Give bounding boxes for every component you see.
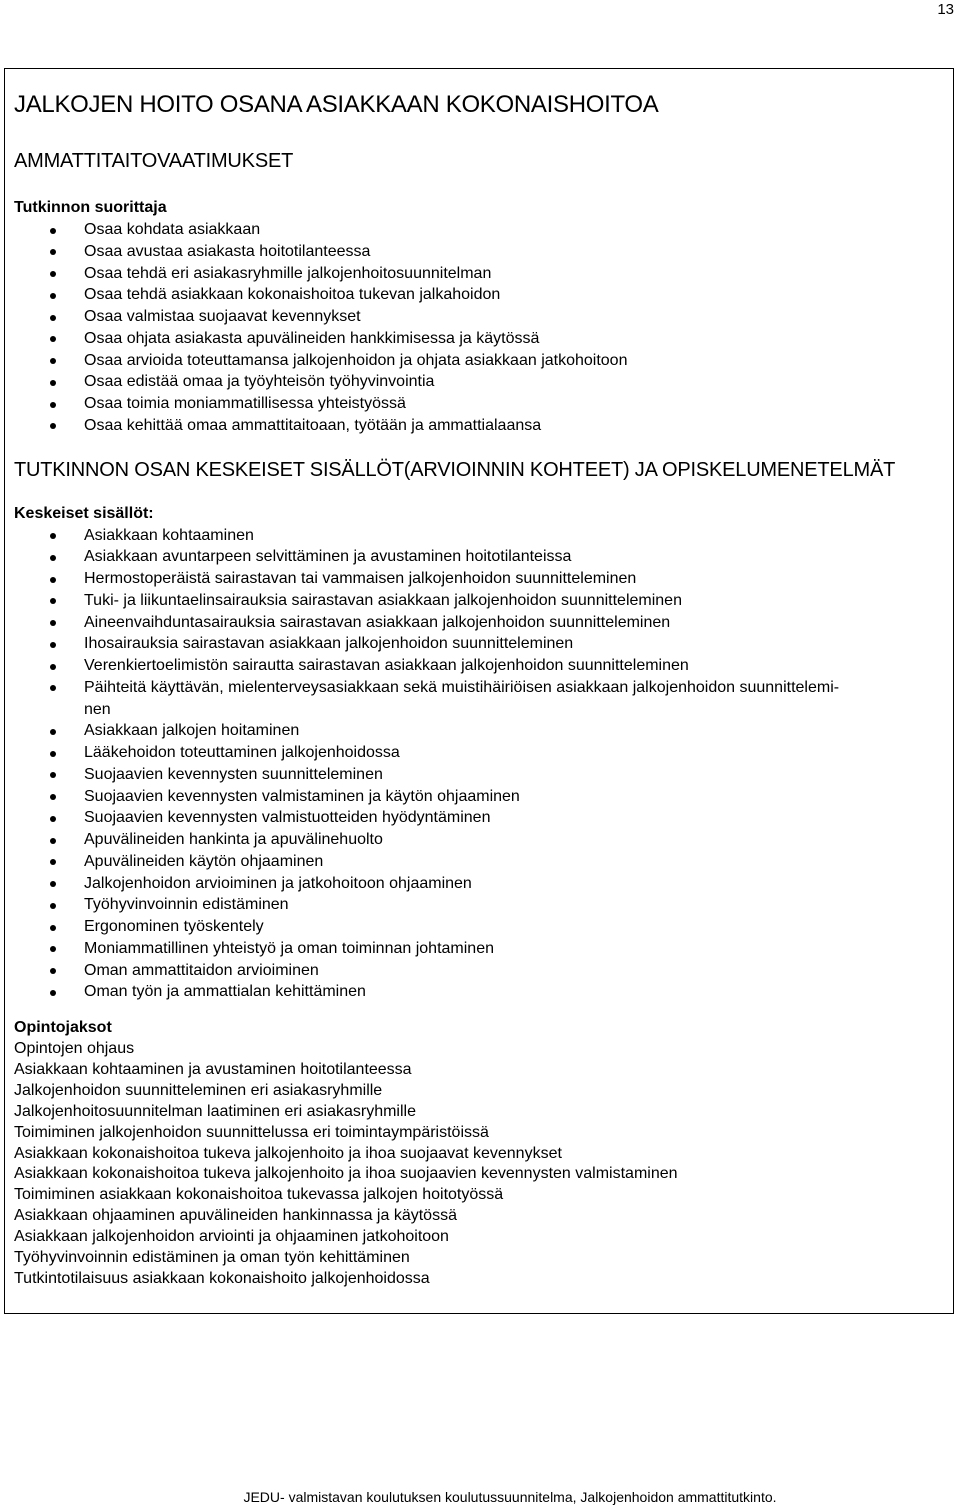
list-item-text: Päihteitä käyttävän, mielenterveysasiakkaan sekä muistihäiriöisen asiakkaan jalkojenhoidon suunnittelemi- (84, 678, 840, 696)
document-body (14, 90, 944, 1290)
bullet-icon (50, 990, 56, 996)
list-item (14, 590, 944, 612)
bullet-icon (50, 772, 56, 778)
course-item: Opintojen ohjaus (14, 1040, 135, 1057)
list-item (14, 393, 944, 415)
bullet-icon (50, 729, 56, 735)
requirements-list (14, 219, 944, 437)
list-item-text: Osaa arvioida toteuttamansa jalkojenhoidon ja ohjata asiakkaan jatkohoitoon (84, 351, 628, 369)
list-item (14, 894, 944, 916)
list-item (14, 633, 944, 655)
list-item (14, 786, 944, 808)
list-item-text: Jalkojenhoidon arvioiminen ja jatkohoitoon ohjaaminen (84, 874, 472, 892)
section-heading: TUTKINNON OSAN KESKEISET SISÄLLÖT(ARVIOINNIN KOHTEET) JA OPISKELUMENETELMÄT (14, 458, 896, 481)
list-item-text: Ergonominen työskentely (84, 918, 264, 935)
list-item (14, 938, 944, 960)
course-item: Jalkojenhoitosuunnitelman laatiminen eri asiakasryhmille (14, 1102, 416, 1120)
list-item-text: Osaa edistää omaa ja työyhteisön työhyvinvointia (84, 373, 435, 391)
course-item: Asiakkaan kokonaishoitoa tukeva jalkojenhoito ja ihoa suojaavat kevennykset (14, 1144, 562, 1162)
list-item-text: Asiakkaan avuntarpeen selvittäminen ja avustaminen hoitotilanteissa (84, 548, 572, 566)
list-item-text: Oman työn ja ammattialan kehittäminen (84, 983, 366, 1001)
bullet-icon (50, 336, 56, 342)
list-item-text: Asiakkaan jalkojen hoitaminen (84, 722, 300, 740)
list-item (14, 568, 944, 590)
list-item (14, 328, 944, 350)
requirements-label: Tutkinnon suorittaja (14, 199, 167, 216)
list-item-text: Apuvälineiden hankinta ja apuvälinehuolto (84, 831, 383, 848)
list-item (14, 350, 944, 372)
bullet-icon (50, 859, 56, 865)
course-item: Jalkojenhoidon suunnitteleminen eri asiakasryhmille (14, 1081, 383, 1099)
list-item (14, 916, 944, 938)
list-item-text: Moniammatillinen yhteistyö ja oman toiminnan johtaminen (84, 939, 494, 957)
list-item-text: Lääkehoidon toteuttaminen jalkojenhoidossa (84, 744, 400, 761)
course-item: Työhyvinvoinnin edistäminen ja oman työn kehittäminen (14, 1249, 410, 1267)
list-item (14, 655, 944, 677)
page-number: 13 (937, 1, 954, 18)
list-item-text: Tuki- ja liikuntaelinsairauksia sairastavan asiakkaan jalkojenhoidon suunnitteleminen (84, 591, 682, 609)
list-item-text: Työhyvinvoinnin edistäminen (84, 896, 289, 914)
list-item (14, 851, 944, 873)
list-item-text: Apuvälineiden käytön ohjaaminen (84, 852, 324, 870)
list-item-text: Hermostoperäistä sairastavan tai vammaisen jalkojenhoidon suunnitteleminen (84, 570, 637, 587)
list-item-text: Asiakkaan kohtaaminen (84, 526, 254, 544)
list-item-text: Oman ammattitaidon arvioiminen (84, 961, 319, 979)
course-item: Asiakkaan kohtaaminen ja avustaminen hoitotilanteessa (14, 1060, 412, 1078)
list-item-text: Osaa tehdä asiakkaan kokonaishoitoa tukevan jalkahoidon (84, 286, 501, 304)
key-contents-label: Keskeiset sisällöt: (14, 504, 154, 522)
bullet-icon (50, 794, 56, 800)
list-item-text: Verenkiertoelimistön sairautta sairastavan asiakkaan jalkojenhoidon suunnitteleminen (84, 657, 689, 674)
key-contents-list (14, 525, 944, 1004)
list-item (14, 699, 944, 721)
bullet-icon (50, 315, 56, 321)
list-item-text: Suojaavien kevennysten suunnitteleminen (84, 765, 383, 783)
bullet-icon (50, 642, 56, 648)
list-item (14, 981, 944, 1003)
list-item-text: Osaa valmistaa suojaavat kevennykset (84, 308, 361, 325)
course-item: Toimiminen jalkojenhoidon suunnittelussa eri toimintaympäristöissä (14, 1123, 489, 1141)
courses-list (14, 1039, 944, 1290)
list-item (14, 241, 944, 263)
list-item (14, 546, 944, 568)
bullet-icon (50, 946, 56, 952)
list-item (14, 764, 944, 786)
bullet-icon (50, 968, 56, 974)
bullet-icon (50, 402, 56, 408)
list-item (14, 219, 944, 241)
courses-label: Opintojaksot (14, 1019, 112, 1036)
list-item (14, 612, 944, 634)
bullet-icon (50, 533, 56, 539)
list-item (14, 829, 944, 851)
requirements-heading: AMMATTITAITOVAATIMUKSET (14, 150, 294, 172)
list-item-text: Aineenvaihduntasairauksia sairastavan asiakkaan jalkojenhoidon suunnitteleminen (84, 613, 671, 631)
bullet-icon (50, 664, 56, 670)
list-item-text: Osaa avustaa asiakasta hoitotilanteessa (84, 242, 371, 260)
bullet-icon (50, 620, 56, 626)
page-footer: JEDU- valmistavan koulutuksen koulutussuunnitelma, Jalkojenhoidon ammattitutkinto. (243, 1489, 777, 1505)
bullet-icon (50, 358, 56, 364)
list-item-text: Suojaavien kevennysten valmistaminen ja käytön ohjaaminen (84, 787, 520, 805)
bullet-icon (50, 293, 56, 299)
list-item (14, 263, 944, 285)
list-item-text: Ihosairauksia sairastavan asiakkaan jalkojenhoidon suunnitteleminen (84, 635, 574, 653)
course-item: Toimiminen asiakkaan kokonaishoitoa tukevassa jalkojen hoitotyössä (14, 1186, 504, 1204)
list-item (14, 525, 944, 547)
list-item (14, 284, 944, 306)
list-item (14, 677, 944, 699)
list-item (14, 306, 944, 328)
bullet-icon (50, 598, 56, 604)
bullet-icon (50, 816, 56, 822)
list-item (14, 742, 944, 764)
list-item (14, 371, 944, 393)
bullet-icon (50, 271, 56, 277)
list-item-text: Osaa ohjata asiakasta apuvälineiden hankkimisessa ja käytössä (84, 329, 540, 347)
list-item (14, 873, 944, 895)
list-item (14, 807, 944, 829)
bullet-icon (50, 577, 56, 583)
bullet-icon (50, 555, 56, 561)
page-title: JALKOJEN HOITO OSANA ASIAKKAAN KOKONAISHOITOA (14, 91, 659, 118)
bullet-icon (50, 423, 56, 429)
list-item-text: Osaa toimia moniammatillisessa yhteistyössä (84, 395, 406, 412)
list-item (14, 415, 944, 437)
bullet-icon (50, 903, 56, 909)
list-item-text: nen (84, 700, 111, 718)
bullet-icon (50, 228, 56, 234)
bullet-icon (50, 380, 56, 386)
bullet-icon (50, 685, 56, 691)
list-item-text: Osaa tehdä eri asiakasryhmille jalkojenhoitosuunnitelman (84, 264, 492, 282)
bullet-icon (50, 249, 56, 255)
list-item-text: Osaa kohdata asiakkaan (84, 221, 261, 238)
bullet-icon (50, 751, 56, 757)
list-item (14, 720, 944, 742)
course-item: Tutkintotilaisuus asiakkaan kokonaishoito jalkojenhoidossa (14, 1269, 430, 1287)
bullet-icon (50, 881, 56, 887)
list-item (14, 960, 944, 982)
course-item: Asiakkaan jalkojenhoidon arviointi ja ohjaaminen jatkohoitoon (14, 1228, 449, 1246)
list-item-text: Osaa kehittää omaa ammattitaitoaan, työtään ja ammattialaansa (84, 416, 542, 434)
course-item: Asiakkaan kokonaishoitoa tukeva jalkojenhoito ja ihoa suojaavien kevennysten valmistaminen (14, 1165, 678, 1183)
bullet-icon (50, 838, 56, 844)
bullet-icon (50, 925, 56, 931)
list-item-text: Suojaavien kevennysten valmistuotteiden hyödyntäminen (84, 809, 491, 827)
course-item: Asiakkaan ohjaaminen apuvälineiden hankinnassa ja käytössä (14, 1207, 457, 1225)
